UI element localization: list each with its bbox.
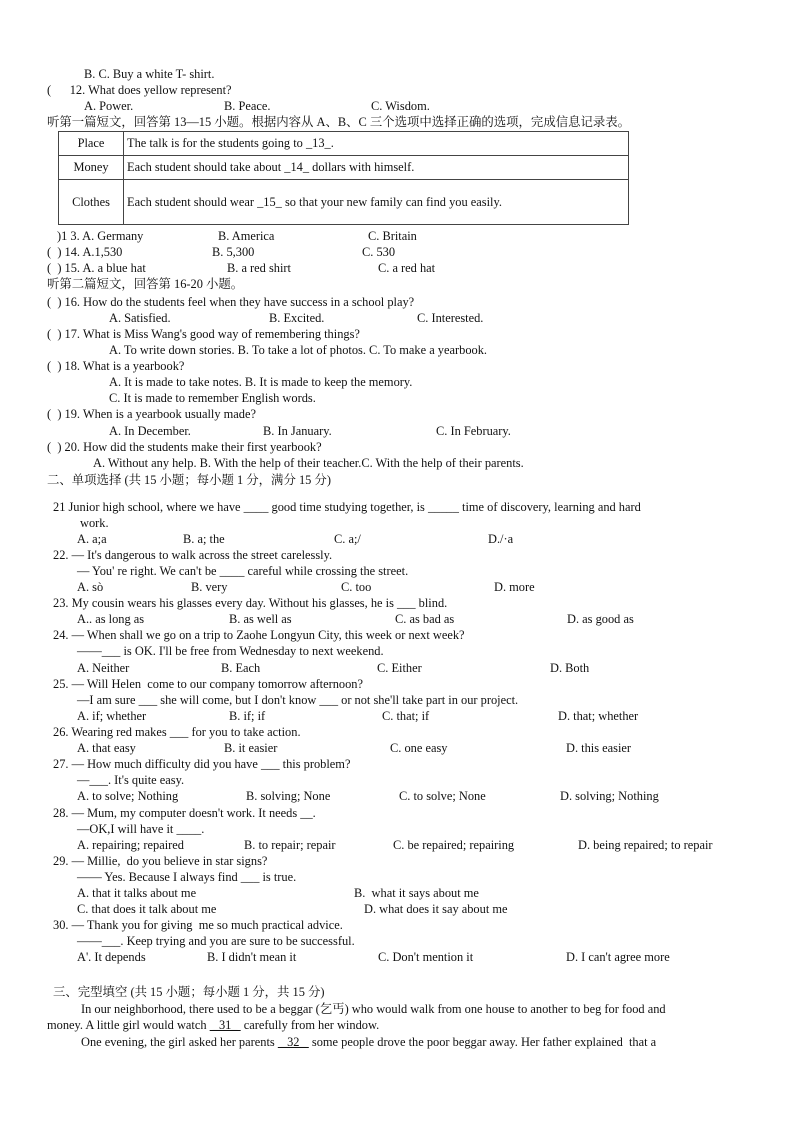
q23-option-d: D. as good as (567, 612, 634, 626)
q19-stem: ( ) 19. When is a yearbook usually made? (47, 407, 256, 421)
q19-option-b: B. In January. (263, 424, 332, 438)
section-13-15-intro: 听第一篇短文，回答第 13—15 小题。根据内容从 A、B、C 三个选项中选择正确的选项，完成信息记录表。 (47, 115, 631, 129)
q18-option-c: C. It is made to remember English words. (109, 391, 316, 405)
cloze-blank-31: _31_ (209, 1018, 241, 1032)
q13-option-a: )1 3. A. Germany (57, 229, 144, 243)
q30-option-c: C. Don't mention it (378, 950, 474, 964)
q22-stem-2: — You' re right. We can't be ____ careful while crossing the street. (77, 564, 409, 578)
q27-option-b: B. solving; None (246, 789, 331, 803)
q24-option-c: C. Either (377, 661, 422, 675)
q28-stem: 28. — Mum, my computer doesn't work. It needs __. (53, 806, 316, 820)
q30-stem-2: ——___. Keep trying and you are sure to be successful. (77, 934, 355, 948)
q29-stem: 29. — Millie, do you believe in star signs? (53, 854, 268, 868)
q26-option-a: A. that easy (77, 741, 136, 755)
q26-stem: 26. Wearing red makes ___ for you to take action. (53, 725, 301, 739)
cloze-text: carefully from her window. (240, 1018, 380, 1032)
table-key-place: Place (59, 132, 124, 156)
table-value-place: The talk is for the students going to _13_. (124, 132, 629, 156)
q16-option-a: A. Satisfied. (109, 311, 171, 325)
q20-stem: ( ) 20. How did the students make their first yearbook? (47, 440, 322, 454)
q16-option-b: B. Excited. (269, 311, 325, 325)
q22-stem: 22. — It's dangerous to walk across the street carelessly. (53, 548, 333, 562)
q25-option-b: B. if; if (229, 709, 266, 723)
q12-option-c: C. Wisdom. (371, 99, 430, 113)
q27-option-d: D. solving; Nothing (560, 789, 659, 803)
table-value-clothes: Each student should wear _15_ so that your new family can find you easily. (124, 180, 629, 225)
q25-option-c: C. that; if (382, 709, 430, 723)
q29-option-a: A. that it talks about me (77, 886, 197, 900)
table-row (59, 180, 629, 225)
q15-option-a: ( ) 15. A. a blue hat (47, 261, 146, 275)
q12-option-b: B. Peace. (224, 99, 271, 113)
q24-option-d: D. Both (550, 661, 590, 675)
q30-option-b: B. I didn't mean it (207, 950, 297, 964)
q30-option-d: D. I can't agree more (566, 950, 670, 964)
q16-option-c: C. Interested. (417, 311, 484, 325)
q27-option-c: C. to solve; None (399, 789, 486, 803)
q23-option-c: C. as bad as (395, 612, 455, 626)
cloze-text: One evening, the girl asked her parents (81, 1035, 278, 1049)
table-row (59, 156, 629, 180)
q21-stem: 21 Junior high school, where we have ____ good time studying together, is _____ time of discovery, learning and hard (53, 500, 641, 514)
q19-option-c: C. In February. (436, 424, 511, 438)
q13-option-c: C. Britain (368, 229, 417, 243)
q12-stem: ( 12. What does yellow represent? (47, 83, 232, 97)
q21-option-a: A. a;a (77, 532, 107, 546)
q26-option-d: D. this easier (566, 741, 632, 755)
table-key-clothes: Clothes (59, 180, 124, 225)
cloze-text: some people drove the poor beggar away. Her father explained that a (308, 1035, 657, 1049)
q19-option-a: A. In December. (109, 424, 191, 438)
q29-option-d: D. what does it say about me (364, 902, 508, 916)
q12-option-a: A. Power. (84, 99, 134, 113)
q26-option-b: B. it easier (224, 741, 278, 755)
q28-option-a: A. repairing; repaired (77, 838, 184, 852)
q18-options-ab: A. It is made to take notes. B. It is made to keep the memory. (109, 375, 413, 389)
q21-option-d: D./·a (488, 532, 514, 546)
q14-option-b: B. 5,300 (212, 245, 255, 259)
q13-option-b: B. America (218, 229, 275, 243)
table-row (59, 132, 629, 156)
cloze-blank-32: _32_ (277, 1035, 309, 1049)
q25-option-d: D. that; whether (558, 709, 639, 723)
q24-option-b: B. Each (221, 661, 261, 675)
q15-option-c: C. a red hat (378, 261, 436, 275)
q23-option-a: A.. as long as (77, 612, 145, 626)
q29-option-b: B. what it says about me (354, 886, 479, 900)
q28-option-b: B. to repair; repair (244, 838, 336, 852)
section-2-heading: 二、单项选择 (共 15 小题；每小题 1 分，满分 15 分) (47, 473, 331, 487)
q25-stem-2: —I am sure ___ she will come, but I don't know ___ or not she'll take part in our project. (77, 693, 519, 707)
q28-option-d: D. being repaired; to repair (578, 838, 713, 852)
q27-stem-2: —___. It's quite easy. (77, 773, 185, 787)
q14-option-a: ( ) 14. A.1,530 (47, 245, 123, 259)
q23-stem: 23. My cousin wears his glasses every day. Without his glasses, he is ___ blind. (53, 596, 448, 610)
table-key-money: Money (59, 156, 124, 180)
q25-stem: 25. — Will Helen come to our company tomorrow afternoon? (53, 677, 363, 691)
q20-options: A. Without any help. B. With the help of their teacher.C. With the help of their parents. (93, 456, 524, 470)
q29-option-c: C. that does it talk about me (77, 902, 217, 916)
q11-option-b: B. C. Buy a white T- shirt. (84, 67, 215, 81)
q16-stem: ( ) 16. How do the students feel when they have success in a school play? (47, 295, 415, 309)
q22-option-d: D. more (494, 580, 535, 594)
q15-option-b: B. a red shirt (227, 261, 292, 275)
cloze-text: money. A little girl would watch (47, 1018, 210, 1032)
q17-stem: ( ) 17. What is Miss Wang's good way of remembering things? (47, 327, 360, 341)
section-3-heading: 三、完型填空 (共 15 小题；每小题 1 分，共 15 分) (53, 985, 325, 999)
q14-option-c: C. 530 (362, 245, 396, 259)
cloze-paragraph-1-line-2 (47, 1018, 379, 1032)
q21-option-b: B. a; the (183, 532, 225, 546)
q21-stem-cont: work. (80, 516, 109, 530)
cloze-paragraph-2-line-1 (81, 1035, 656, 1049)
q30-stem: 30. — Thank you for giving me so much practical advice. (53, 918, 343, 932)
section-16-20-intro: 听第二篇短文，回答第 16-20 小题。 (47, 277, 244, 291)
q29-stem-2: —— Yes. Because I always find ___ is true. (77, 870, 297, 884)
q26-option-c: C. one easy (390, 741, 448, 755)
q21-option-c: C. a;/ (334, 532, 361, 546)
q27-stem: 27. — How much difficulty did you have ___ this problem? (53, 757, 351, 771)
q27-option-a: A. to solve; Nothing (77, 789, 179, 803)
q30-option-a: A'. It depends (77, 950, 146, 964)
cloze-paragraph-1-line-1: In our neighborhood, there used to be a beggar (乞丐) who would walk from one house to another to beg for food and (81, 1002, 666, 1016)
q18-stem: ( ) 18. What is a yearbook? (47, 359, 185, 373)
q28-stem-2: —OK,I will have it ____. (77, 822, 205, 836)
table-value-money: Each student should take about _14_ dollars with himself. (124, 156, 629, 180)
q28-option-c: C. be repaired; repairing (393, 838, 515, 852)
q22-option-a: A. sò (77, 580, 104, 594)
q22-option-c: C. too (341, 580, 372, 594)
q24-stem: 24. — When shall we go on a trip to Zaohe Longyun City, this week or next week? (53, 628, 465, 642)
q25-option-a: A. if; whether (77, 709, 147, 723)
q24-option-a: A. Neither (77, 661, 130, 675)
q24-stem-2: ——___ is OK. I'll be free from Wednesday to next weekend. (77, 644, 384, 658)
info-record-table (58, 131, 629, 225)
q17-options: A. To write down stories. B. To take a lot of photos. C. To make a yearbook. (109, 343, 488, 357)
q23-option-b: B. as well as (229, 612, 292, 626)
q22-option-b: B. very (191, 580, 228, 594)
